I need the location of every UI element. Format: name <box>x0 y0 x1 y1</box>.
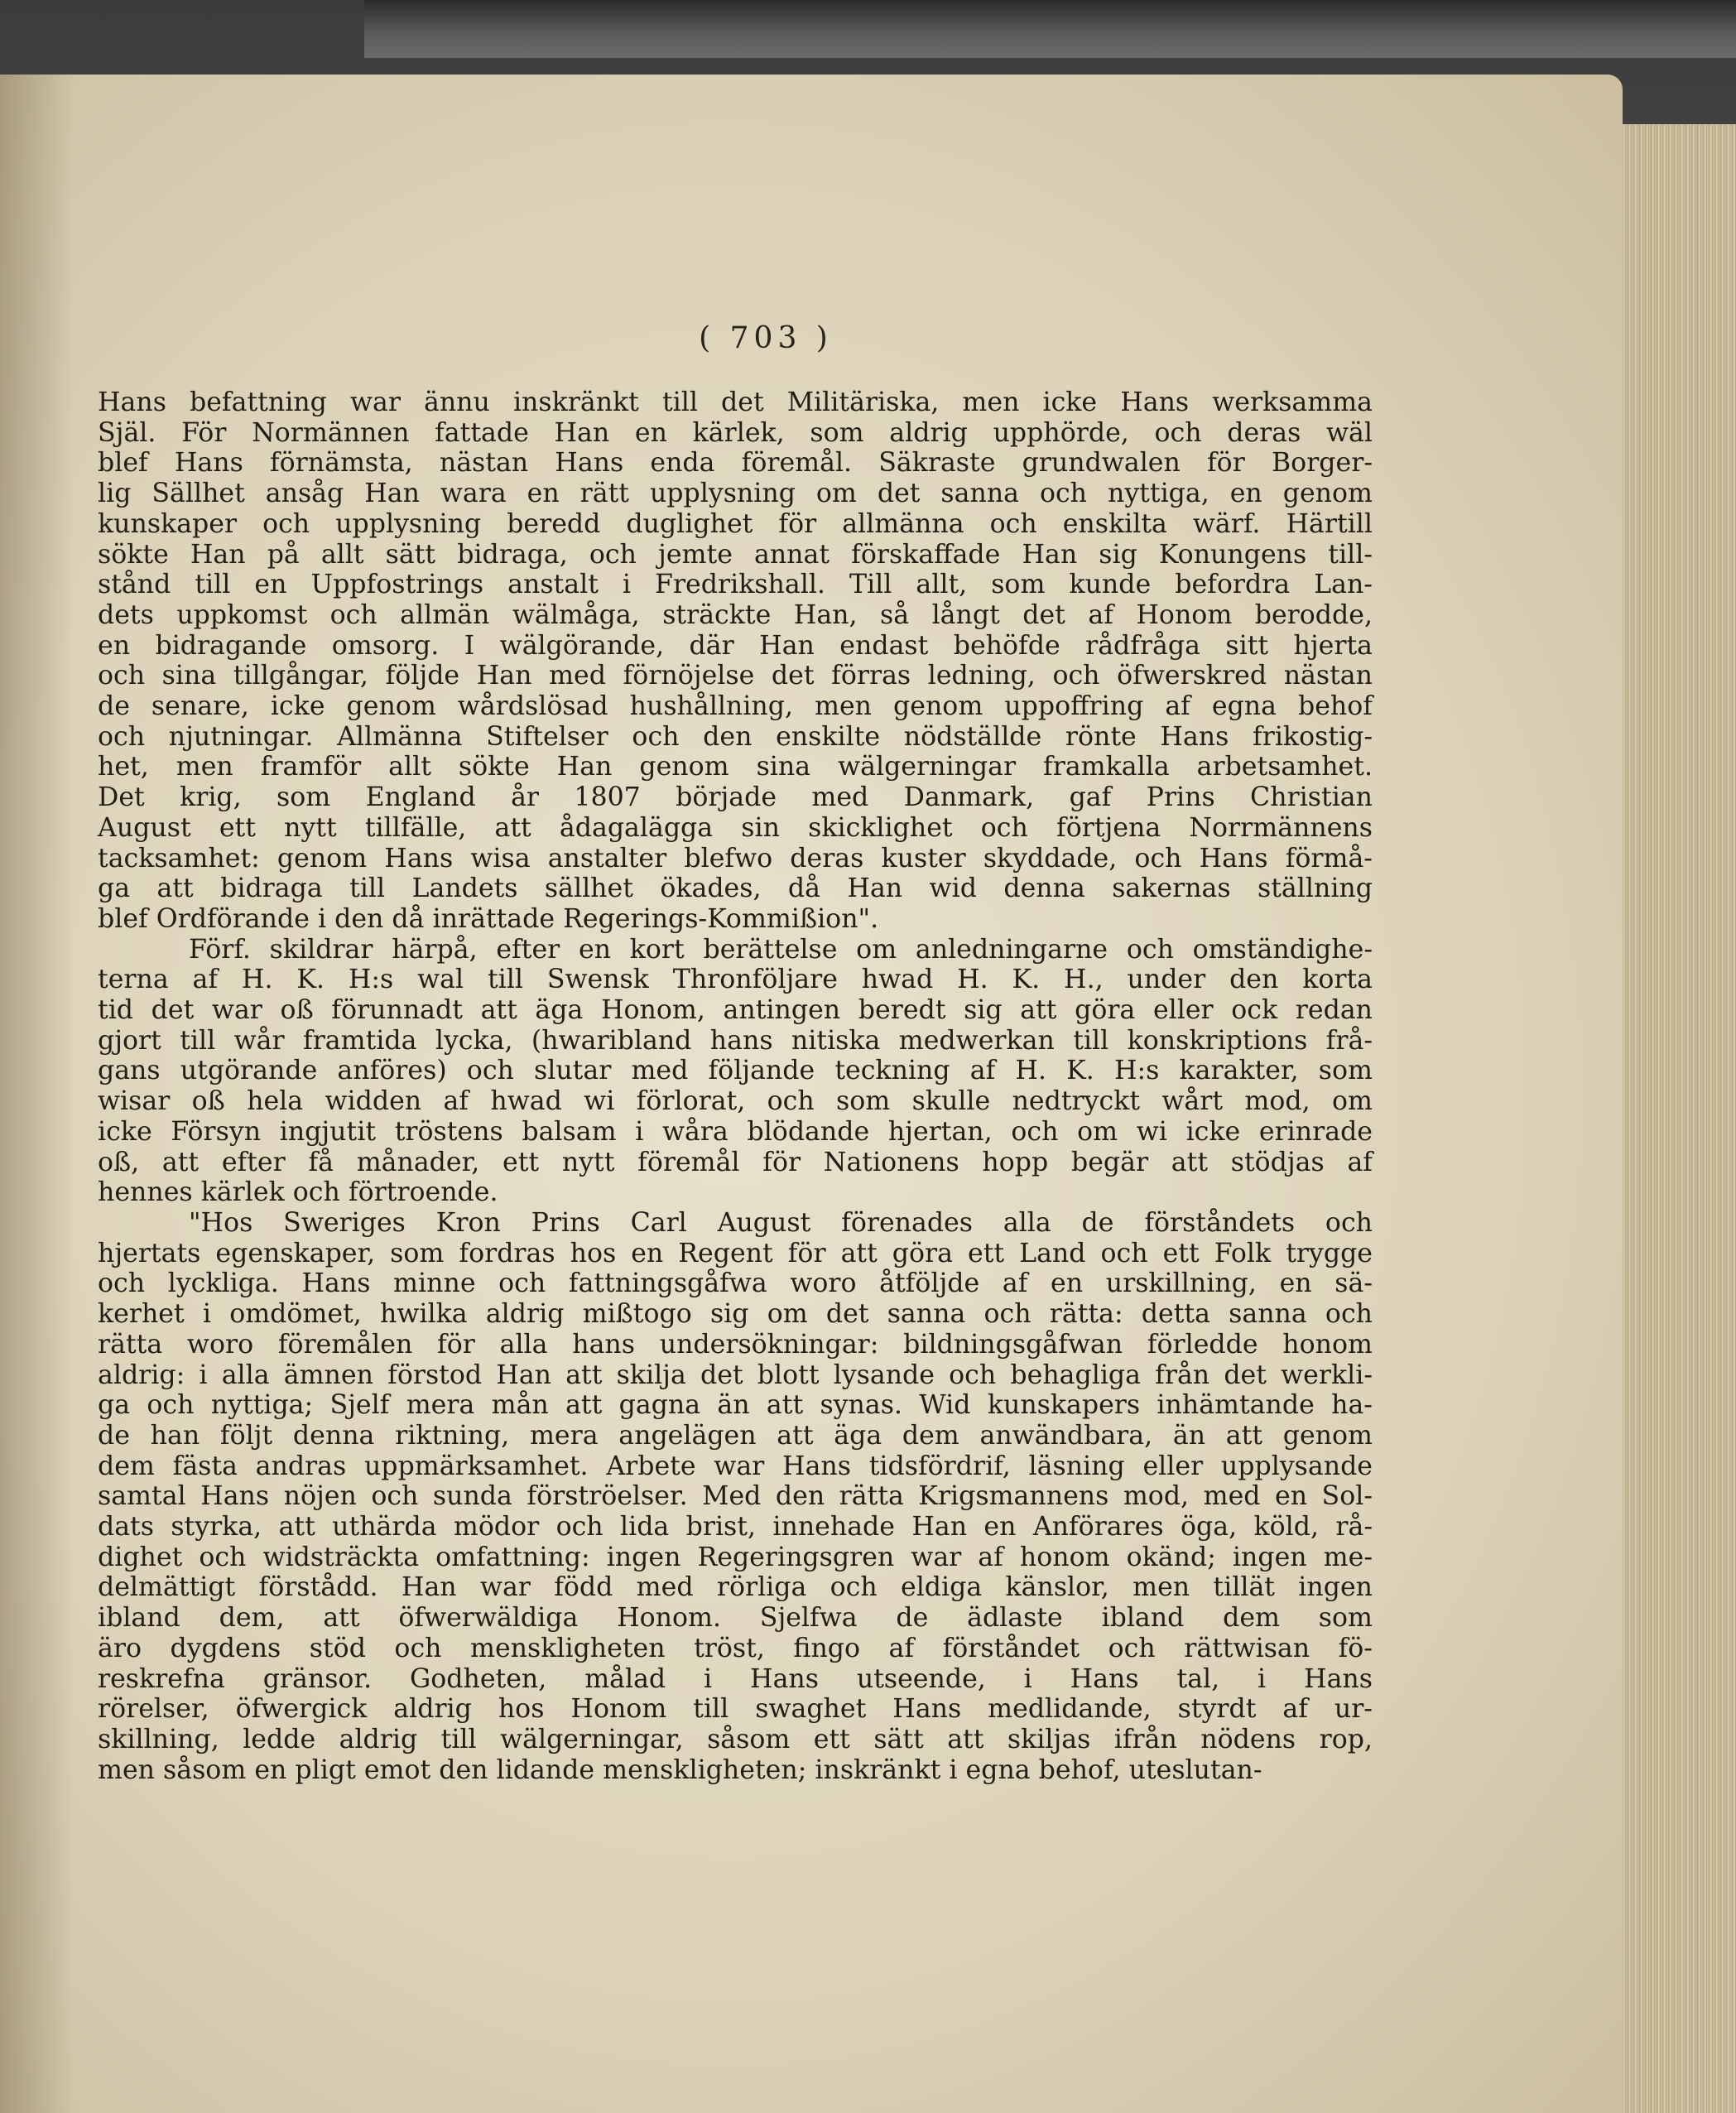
text-line: ga och nyttiga; Sjelf mera mån att gagna än att synas. Wid kunskapers inhämtande ha- <box>98 1390 1373 1421</box>
text-line: wisar oß hela widden af hwad wi förlorat, och som skulle nedtryckt wårt mod, om <box>98 1086 1373 1117</box>
text-line: hjertats egenskaper, som fordras hos en Regent för att göra ett Land och ett Folk trygge <box>98 1238 1373 1268</box>
text-line: August ett nytt tillfälle, att ådagalägga sin skicklighet och förtjena Norrmännens <box>98 812 1373 843</box>
text-line: blef Hans förnämsta, nästan Hans enda föremål. Säkraste grundwalen för Borger- <box>98 448 1373 479</box>
paragraph <box>98 387 1373 935</box>
text-line: icke Försyn ingjutit tröstens balsam i wåra blödande hjertan, och om wi icke erinrade <box>98 1116 1373 1147</box>
text-line: äro dygdens stöd och menskligheten tröst, fingo af förståndet och rättwisan fö- <box>98 1633 1373 1663</box>
text-line: dets uppkomst och allmän wälmåga, sträckte Han, så långt det af Honom berodde, <box>98 599 1373 630</box>
body-text <box>98 387 1373 1785</box>
text-line: terna af H. K. H:s wal till Swensk Thronföljare hwad H. K. H., under den korta <box>98 965 1373 995</box>
text-line: Förf. skildrar härpå, efter en kort berättelse om anledningarne och omständighe- <box>189 934 1373 965</box>
text-line: reskrefna gränsor. Godheten, målad i Hans utseende, i Hans tal, i Hans <box>98 1663 1373 1694</box>
text-line: kerhet i omdömet, hwilka aldrig mißtogo sig om det sanna och rätta: detta sanna och <box>98 1299 1373 1330</box>
page-edges <box>1614 124 1736 2113</box>
text-line: tid det war oß förunnadt att äga Honom, antingen beredt sig att göra eller ock redan <box>98 995 1373 1026</box>
text-line: ibland dem, att öfwerwäldiga Honom. Sjelfwa de ädlaste ibland dem som <box>98 1603 1373 1634</box>
text-line: gans utgörande anföres) och slutar med följande teckning af H. K. H:s karakter, som <box>98 1056 1373 1086</box>
text-line: het, men framför allt sökte Han genom sina wälgerningar framkalla arbetsamhet. <box>98 752 1373 782</box>
text-line: skillning, ledde aldrig till wälgerningar, såsom ett sätt att skiljas ifrån nödens rop, <box>98 1724 1373 1754</box>
text-line: en bidragande omsorg. I wälgörande, där Han endast behöfde rådfråga sitt hjerta <box>98 630 1373 661</box>
text-line: kunskaper och upplysning beredd duglighet för allmänna och enskilta wärf. Härtill <box>98 508 1373 539</box>
text-line: ga att bidraga till Landets sällhet ökades, då Han wid denna sakernas ställning <box>98 874 1373 904</box>
text-line: "Hos Sweriges Kron Prins Carl August förenades alla de förståndets och <box>189 1207 1373 1238</box>
text-line: hennes kärlek och förtroende. <box>98 1177 498 1208</box>
paragraph <box>98 1208 1373 1785</box>
text-line: Det krig, som England år 1807 började med Danmark, gaf Prins Christian <box>98 782 1373 813</box>
text-line: de senare, icke genom wårdslösad hushållning, men genom uppoffring af egna behof <box>98 691 1373 722</box>
text-line: Hans befattning war ännu inskränkt till det Militäriska, men icke Hans werksamma <box>98 387 1373 417</box>
text-line: gjort till wår framtida lycka, (hwaribland hans nitiska medwerkan till konskriptions frå- <box>98 1025 1373 1056</box>
text-line: sökte Han på allt sätt bidraga, och jemte annat förskaffade Han sig Konungens till- <box>98 539 1373 570</box>
text-line: delmättigt förstådd. Han war född med rörliga och eldiga känslor, men tillät ingen <box>98 1572 1373 1603</box>
paragraph <box>98 935 1373 1208</box>
text-line: lig Sällhet ansåg Han wara en rätt upplysning om det sanna och nyttiga, en genom <box>98 479 1373 509</box>
text-line: och njutningar. Allmänna Stiftelser och den enskilte nödställde rönte Hans frikostig- <box>98 721 1373 752</box>
text-line: och lyckliga. Hans minne och fattningsgåfwa woro åtföljde af en urskillning, en sä- <box>98 1268 1373 1299</box>
text-line: Själ. För Normännen fattade Han en kärlek, som aldrig upphörde, och deras wäl <box>98 417 1373 448</box>
text-line: oß, att efter få månader, ett nytt föremål för Nationens hopp begär att stödjas af <box>98 1147 1373 1177</box>
background-cover <box>364 0 1736 58</box>
text-line: stånd till en Uppfostrings anstalt i Fredrikshall. Till allt, som kunde befordra Lan- <box>98 570 1373 600</box>
text-line: dem fästa andras uppmärksamhet. Arbete war Hans tidsfördrif, läsning eller upplysande <box>98 1451 1373 1481</box>
text-line: tacksamhet: genom Hans wisa anstalter blefwo deras kuster skyddade, och Hans förmå- <box>98 843 1373 874</box>
text-line: de han följt denna riktning, mera angelägen att äga dem anwändbara, än att genom <box>98 1420 1373 1451</box>
page-number: ( 703 ) <box>699 321 833 355</box>
text-line: samtal Hans nöjen och sunda förströelser. Med den rätta Krigsmannens mod, med en Sol- <box>98 1481 1373 1512</box>
text-line: rätta woro föremålen för alla hans undersökningar: bildningsgåfwan förledde honom <box>98 1329 1373 1360</box>
text-line: dighet och widsträckta omfattning: ingen Regeringsgren war af honom okänd; ingen me- <box>98 1542 1373 1572</box>
text-line: blef Ordförande i den då inrättade Regerings-Kommißion". <box>98 903 879 934</box>
text-line: men såsom en pligt emot den lidande menskligheten; inskränkt i egna behof, uteslutan- <box>98 1754 1262 1785</box>
page-gutter-shadow <box>0 75 75 2113</box>
text-line: dats styrka, att uthärda mödor och lida brist, innehade Han en Anförares öga, köld, rå- <box>98 1512 1373 1543</box>
text-line: och sina tillgångar, följde Han med förnöjelse det förras ledning, och öfwerskred nästan <box>98 661 1373 691</box>
text-line: rörelser, öfwergick aldrig hos Honom till swaghet Hans medlidande, styrdt af ur- <box>98 1694 1373 1725</box>
text-line: aldrig: i alla ämnen förstod Han att skilja det blott lysande och behagliga från det werkli- <box>98 1360 1373 1390</box>
